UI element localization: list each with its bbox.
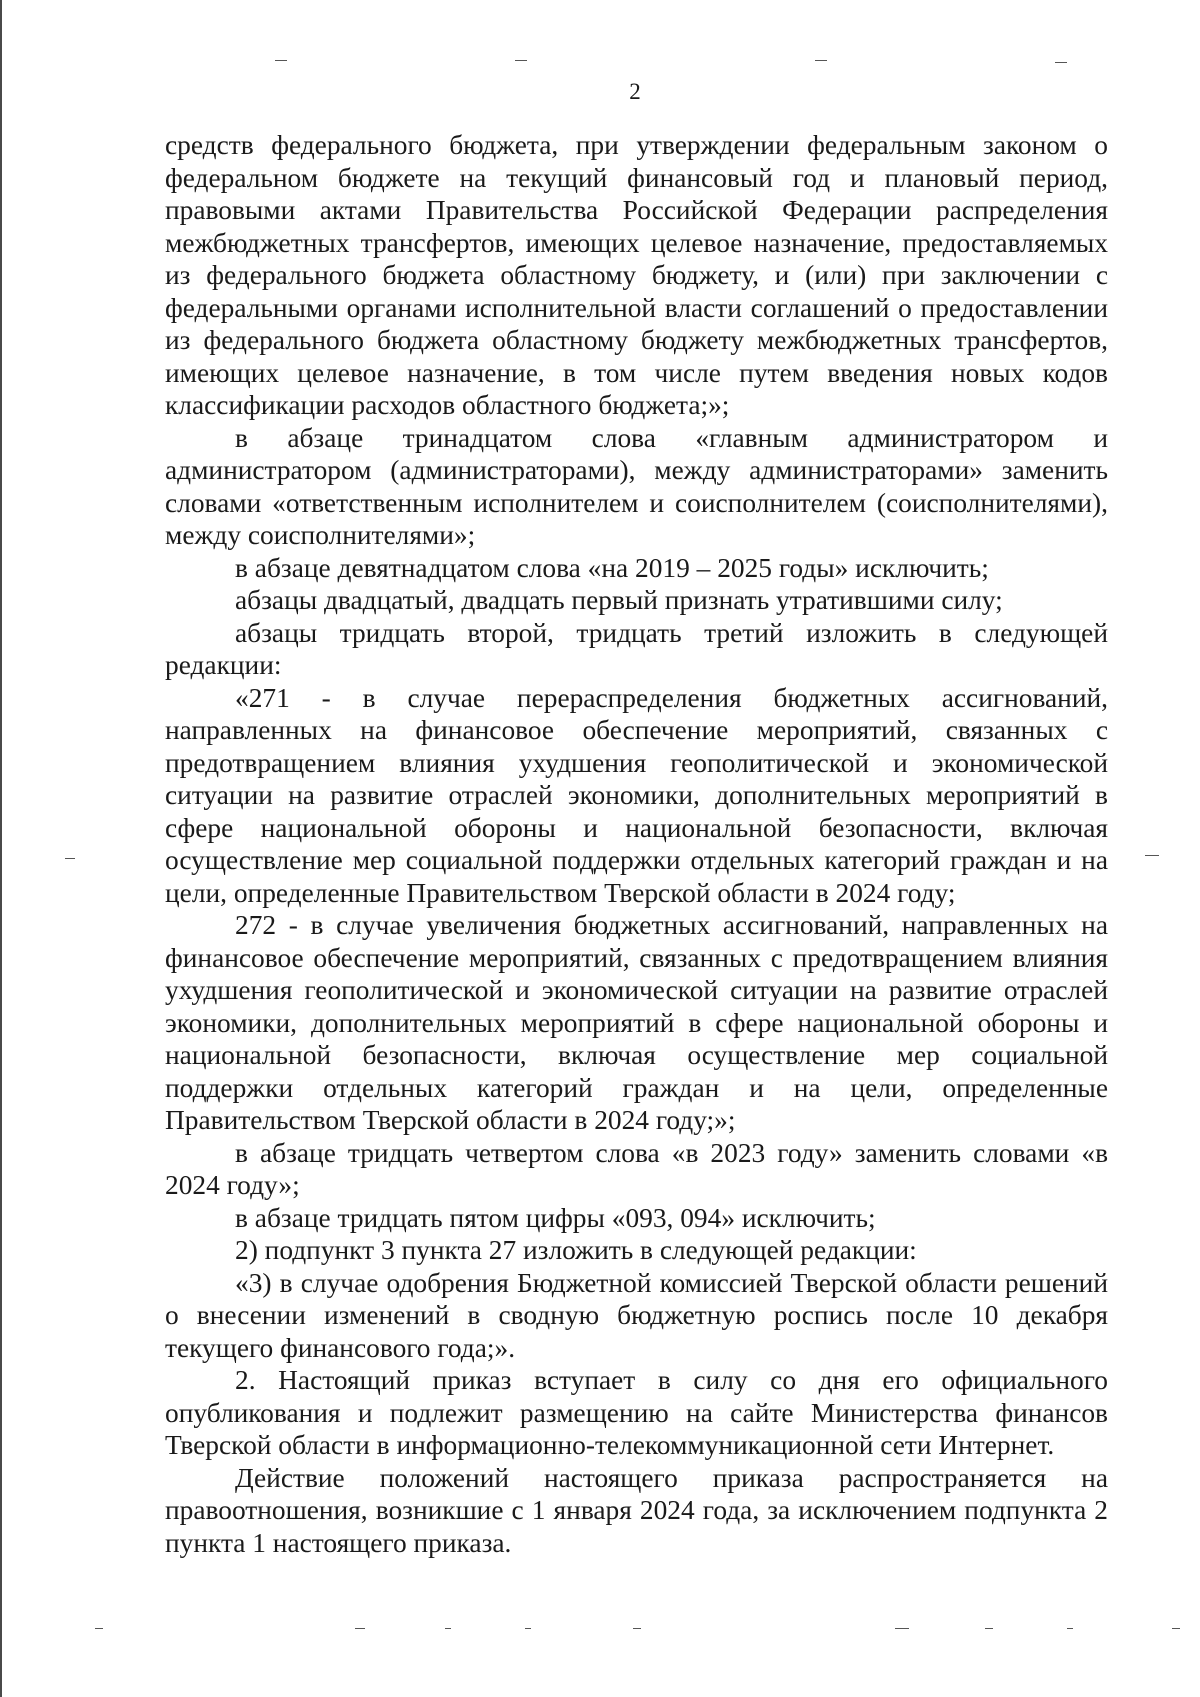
paragraph: в абзаце тридцать четвертом слова «в 2023 году» заменить словами «в 2024 году»; — [165, 1137, 1108, 1200]
paragraph: «271 - в случае перераспределения бюджетных ассигнований, направленных на финансовое обеспечение мероприятий, связанных с предотвращением влияния ухудшения геополитической и экономической ситуации на развитие отраслей экономики, дополнительных мероприятий в сфере национальной обороны и национальной безопасности, включая осуществление мер социальной поддержки отдельных категорий граждан и на цели, определенные Правительством Тверской области в 2024 году; — [165, 682, 1108, 908]
paragraph: абзацы двадцатый, двадцать первый признать утратившими силу; — [235, 585, 1003, 615]
scan-mark — [65, 858, 75, 859]
paragraph: 2. Настоящий приказ вступает в силу со дня его официального опубликования и подлежит размещению на сайте Министерства финансов Тверской области в информационно-телекоммуникационной сети Интернет. — [165, 1365, 1108, 1460]
scan-mark — [1145, 855, 1159, 856]
scan-mark — [985, 1628, 993, 1629]
scan-mark — [1067, 1628, 1073, 1629]
scan-mark — [895, 1628, 909, 1629]
paragraph: в абзаце тринадцатом слова «главным администратором и администратором (администраторами), между администраторами» заменить словами «ответственным исполнителем и соисполнителем (соисполнителями), между соисполнителями»; — [165, 422, 1108, 550]
scan-mark — [633, 1628, 641, 1629]
paragraph: средств федерального бюджета, при утверждении федеральным законом о федеральном бюджете на текущий финансовый год и плановый период, правовыми актами Правительства Российской Федерации распределения межбюджетных трансфертов, имеющих целевое назначение, предоставляемых из федерального бюджета областному бюджету, и (или) при заключении с федеральными органами исполнительной власти соглашений о предоставлении из федерального бюджета областному бюджету межбюджетных трансфертов, имеющих целевое назначение, в том числе путем введения новых кодов классификации расходов областного бюджета;»; — [165, 130, 1108, 420]
paragraph: Действие положений настоящего приказа распространяется на правоотношения, возникшие с 1 января 2024 года, за исключением подпункта 2 пункта 1 настоящего приказа. — [165, 1462, 1108, 1558]
scan-edge — [0, 0, 2, 1697]
scan-mark — [815, 60, 827, 61]
scan-mark — [275, 60, 287, 61]
page-number: 2 — [629, 79, 641, 104]
document-body — [165, 129, 1108, 1559]
paragraph: «3) в случае одобрения Бюджетной комиссией Тверской области решений о внесении изменений в сводную бюджетную роспись после 10 декабря текущего финансового года;». — [165, 1267, 1108, 1363]
paragraph: 2) подпункт 3 пункта 27 изложить в следующей редакции: — [235, 1235, 917, 1265]
scan-mark — [355, 1628, 365, 1629]
scan-mark — [445, 1628, 451, 1629]
scan-mark — [515, 60, 527, 61]
paragraph: в абзаце тридцать пятом цифры «093, 094» исключить; — [235, 1202, 876, 1233]
scan-mark — [1055, 62, 1067, 63]
paragraph: 272 - в случае увеличения бюджетных ассигнований, направленных на финансовое обеспечение мероприятий, связанных с предотвращением влияния ухудшения геополитической и экономической ситуации на развитие отраслей экономики, дополнительных мероприятий в сфере национальной обороны и национальной безопасности, включая осуществление мер социальной поддержки отдельных категорий граждан и на цели, определенные Правительством Тверской области в 2024 году;»; — [165, 910, 1108, 1135]
paragraph: в абзаце девятнадцатом слова «на 2019 – 2025 годы» исключить; — [235, 552, 989, 583]
scan-mark — [1172, 1628, 1180, 1629]
scan-mark — [525, 1628, 531, 1629]
paragraph: абзацы тридцать второй, тридцать третий изложить в следующей редакции: — [165, 617, 1108, 680]
scan-mark — [95, 1628, 103, 1629]
